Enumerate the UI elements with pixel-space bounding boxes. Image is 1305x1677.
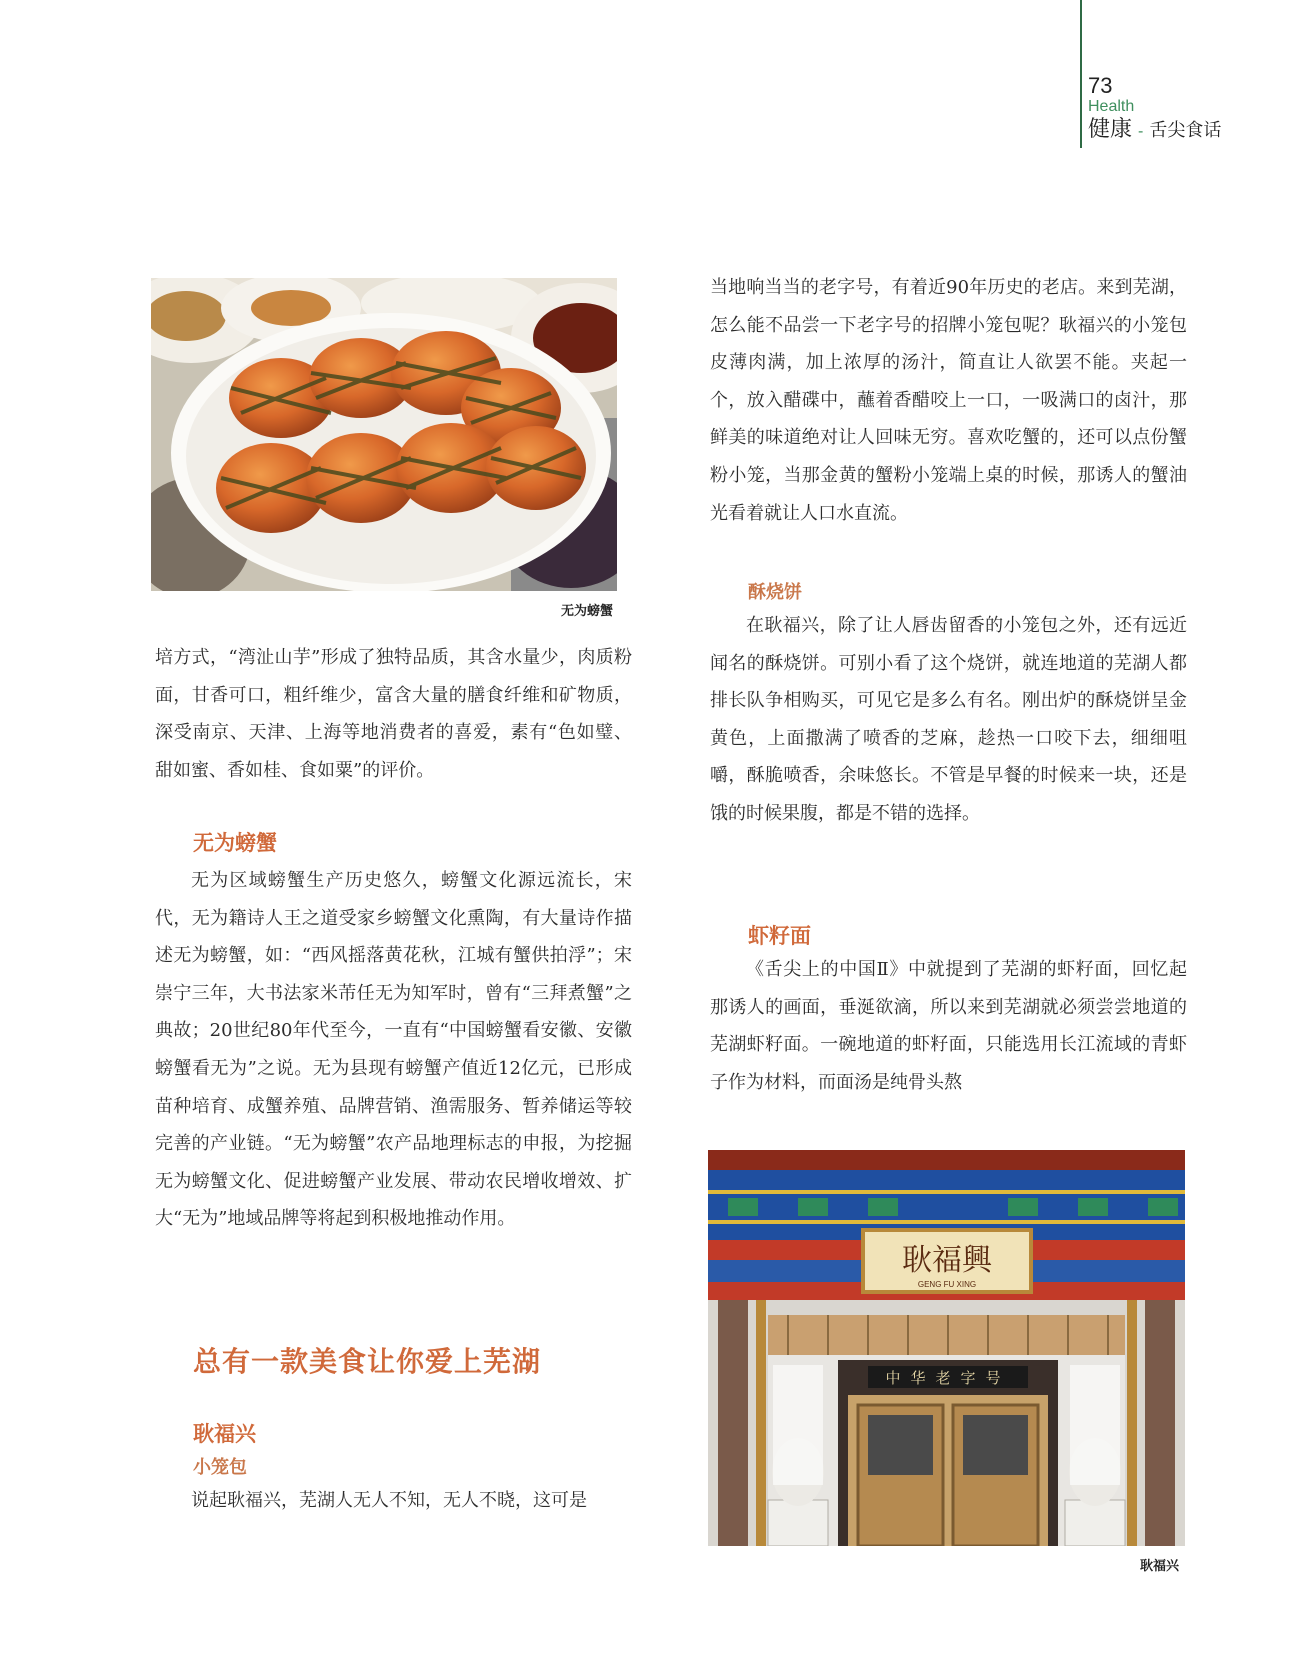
gengfuxing-paragraph-start: 说起耿福兴，芜湖人无人不知，无人不晓，这可是 — [191, 1490, 587, 1511]
heading-gengfuxing: 耿福兴 — [193, 1422, 256, 1446]
left-column-crab — [155, 862, 632, 1238]
intro-paragraph: 培方式，“湾沚山芋”形成了独特品质，其含水量少，肉质粉面，甘香可口，粗纤维少，富含大量的膳食纤维和矿物质，深受南京、天津、上海等地消费者的喜爱，素有“色如璧、甜如蜜、香如桂、食如粟”的评价。 — [155, 647, 632, 781]
left-column-gfx — [155, 1482, 632, 1520]
crab-paragraph: 无为区域螃蟹生产历史悠久，螃蟹文化源远流长，宋代，无为籍诗人王之道受家乡螃蟹文化熏陶，有大量诗作描述无为螃蟹，如：“西风摇落黄花秋，江城有蟹供拍浮”；宋崇宁三年，大书法家米芾任无为知军时，曾有“三拜煮蟹”之典故；20世纪80年代至今，一直有“中国螃蟹看安徽、安徽螃蟹看无为”之说。无为县现有螃蟹产值近12亿元，已形成苗种培育、成蟹养殖、品牌营销、渔需服务、暂养储运等较完善的产业链。“无为螃蟹”农产品地理标志的申报，为挖掘无为螃蟹文化、促进螃蟹产业发展、带动农民增收增效、扩大“无为”地域品牌等将起到积极地推动作用。 — [155, 870, 632, 1230]
heading-shrimp-roe-noodles: 虾籽面 — [748, 924, 811, 948]
page-folio — [1088, 74, 1221, 145]
left-column — [155, 639, 632, 789]
shop-photo — [708, 1150, 1185, 1546]
gengfuxing-paragraph-continued: 当地响当当的老字号，有着近90年历史的老店。来到芜湖，怎么能不品尝一下老字号的招牌小笼包呢？耿福兴的小笼包皮薄肉满，加上浓厚的汤汁，简直让人欲罢不能。夹起一个，放入醋碟中，蘸着香醋咬上一口，一吸满口的卤汁，那鲜美的味道绝对让人回味无穷。喜欢吃蟹的，还可以点份蟹粉小笼，当那金黄的蟹粉小笼端上桌的时候，那诱人的蟹油光看着就让人口水直流。 — [710, 277, 1187, 524]
heading-wuhu-food: 总有一款美食让你爱上芜湖 — [193, 1345, 542, 1378]
page-number: 73 — [1088, 73, 1113, 98]
section-separator: - — [1138, 123, 1144, 140]
sushaobing-paragraph: 在耿福兴，除了让人唇齿留香的小笼包之外，还有远近闻名的酥烧饼。可别小看了这个烧饼，就连地道的芜湖人都排长队争相购买，可见它是多么有名。刚出炉的酥烧饼呈金黄色，上面撒满了喷香的芝麻，趁热一口咬下去，细细咀嚼，酥脆喷香，余味悠长。不管是早餐的时候来一块，还是饿的时候果腹，都是不错的选择。 — [710, 615, 1187, 824]
crab-photo — [151, 278, 617, 591]
right-column — [710, 269, 1187, 532]
subheading-xiaolongbao: 小笼包 — [193, 1457, 247, 1478]
column-name: 舌尖食话 — [1149, 120, 1222, 140]
shop-sign-english: GENG FU XING — [917, 1280, 977, 1289]
section-chinese: 健康 — [1088, 116, 1133, 141]
section-title — [1088, 116, 1221, 145]
right-column-noodle — [710, 951, 1187, 1101]
heading-wuwei-crab: 无为螃蟹 — [193, 831, 277, 855]
right-column-sbb — [710, 607, 1187, 833]
shop-plaque-text: 中华老字号 — [885, 1369, 1011, 1387]
section-english: Health — [1088, 98, 1135, 115]
noodle-paragraph: 《舌尖上的中国Ⅱ》中就提到了芜湖的虾籽面，回忆起那诱人的画面，垂涎欲滴，所以来到芜湖就必须尝尝地道的芜湖虾籽面。一碗地道的虾籽面，只能选用长江流域的青虾子作为材料，而面汤是纯骨头熬 — [710, 959, 1187, 1093]
subheading-sushaobing: 酥烧饼 — [748, 582, 802, 603]
shop-caption: 耿福兴 — [1140, 1559, 1180, 1574]
crab-caption: 无为螃蟹 — [561, 604, 614, 619]
shop-sign-text: 耿福興 — [902, 1243, 992, 1278]
header-divider-line — [1080, 0, 1082, 148]
